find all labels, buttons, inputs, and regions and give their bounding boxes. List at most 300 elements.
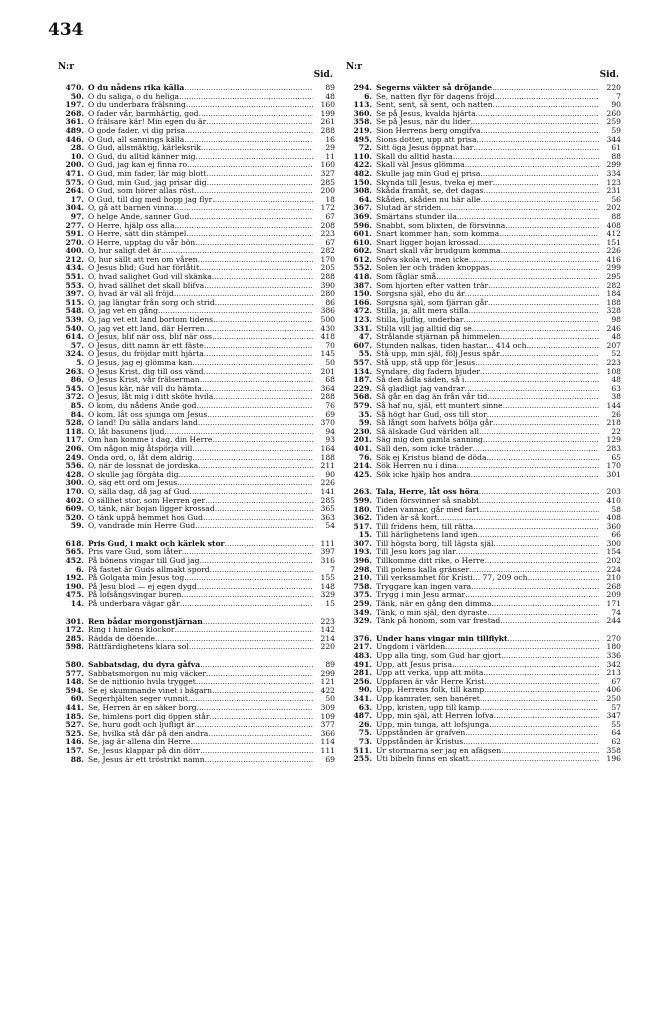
- hymn-title: Pris vare Gud, som låter: [88, 547, 182, 557]
- hymn-title: Pris Gud, i makt och kärlek stor: [88, 538, 225, 548]
- dot-leader: [507, 635, 599, 644]
- hymn-title: O Gud, allsmäktig, kärleksrik: [88, 143, 201, 153]
- dot-leader: [487, 454, 599, 463]
- dot-leader: [487, 609, 599, 618]
- page-ref: 180: [606, 642, 621, 652]
- dot-leader: [203, 618, 313, 627]
- hymn-title: Sorgsna själ, eho du är: [376, 289, 465, 299]
- hymn-number: 259.: [353, 599, 372, 609]
- hymn-title: Sabbatsmorgon nu mig väcker: [88, 668, 206, 678]
- hymn-number: 263.: [353, 487, 372, 497]
- dot-leader: [177, 479, 313, 488]
- hymn-number: 60.: [70, 694, 84, 704]
- hymn-title: Segerhjälten seger vunnit: [88, 694, 188, 704]
- page-ref: 65: [611, 452, 621, 462]
- index-column-right: [346, 60, 623, 773]
- page-ref: 144: [606, 400, 621, 410]
- dot-leader: [182, 548, 313, 557]
- hymn-number: 301.: [65, 616, 84, 626]
- dot-leader: [205, 497, 313, 506]
- hymn-title: Sion Herrens berg omgifva: [376, 125, 481, 135]
- hymn-number: 362.: [353, 513, 372, 523]
- page-ref: 54: [325, 521, 335, 531]
- hymn-title: Sök Herren nu i dina: [376, 461, 457, 471]
- hymn-number: 88.: [70, 754, 84, 764]
- dot-leader: [186, 230, 313, 239]
- dot-leader: [493, 179, 599, 188]
- hymn-title: Säll den, som icke träder: [376, 443, 473, 453]
- page-ref: 259: [606, 117, 621, 127]
- page-ref: 48: [611, 332, 621, 342]
- hymn-title: Solen ler och träden knoppas: [376, 263, 490, 273]
- page-ref: 55: [611, 719, 621, 729]
- hymn-number: 369.: [353, 211, 372, 221]
- dot-leader: [184, 84, 313, 93]
- dot-leader: [195, 239, 313, 248]
- hymn-title: O, när de lossnat de jordiska: [88, 461, 199, 471]
- hymn-title: Upp, Herrens folk, till kamp: [376, 685, 485, 695]
- hymn-number: 219.: [353, 125, 372, 135]
- hymn-number: 428.: [65, 469, 84, 479]
- page-ref: 300: [606, 538, 621, 548]
- page-ref: 7: [330, 564, 335, 574]
- hymn-title: På bönens vingar till Gud jag: [88, 556, 200, 566]
- hymn-title: O Gud, min Gud, jag prisar dig: [88, 177, 207, 187]
- dot-leader: [476, 110, 599, 119]
- hymn-entry: [346, 617, 623, 626]
- hymn-title: Rädda de döende: [88, 633, 156, 643]
- page-ref: 329: [320, 590, 335, 600]
- dot-leader: [181, 591, 313, 600]
- dot-leader: [199, 264, 313, 273]
- hymn-number: 599.: [353, 495, 372, 505]
- dot-leader: [500, 617, 599, 626]
- hymn-title: O sällhet stor, som Herren ger: [88, 495, 206, 505]
- page-ref: 50: [325, 358, 335, 367]
- hymn-title: Tiden är så kort: [376, 513, 438, 523]
- dot-leader: [215, 505, 313, 514]
- page-ref: 89: [325, 83, 335, 92]
- dot-leader: [200, 557, 314, 566]
- hymn-number: 47.: [358, 332, 372, 342]
- page-ref: 148: [320, 581, 335, 591]
- page-ref: 250: [606, 693, 621, 703]
- dot-leader: [212, 273, 313, 282]
- hymn-number: 329.: [353, 616, 372, 626]
- hymn-title: Se de nittionio hvila trygget: [88, 677, 196, 687]
- hymn-title: Sök ej Kristus bland de döda: [376, 452, 487, 462]
- page-ref: 88: [611, 211, 621, 221]
- dot-leader: [473, 144, 599, 153]
- index-section: [58, 661, 337, 764]
- page-ref: 231: [606, 186, 621, 196]
- hymn-number: 580.: [65, 660, 84, 669]
- page-ref: 397: [320, 547, 335, 557]
- hymn-number: 471.: [65, 168, 84, 178]
- hymn-number: 190.: [65, 581, 84, 591]
- hymn-title: Uppstånden är Kristus: [376, 736, 464, 746]
- dot-leader: [487, 411, 599, 420]
- hymn-title: Under hans vingar min tillflykt: [376, 633, 508, 643]
- hymn-number: 117.: [65, 435, 84, 445]
- hymn-number: 612.: [353, 254, 372, 264]
- hymn-title: Skåden, skåden nu här alle: [376, 194, 481, 204]
- hymn-number: 200.: [65, 160, 84, 170]
- page-ref: 114: [320, 737, 335, 747]
- hymn-number: 84.: [70, 409, 84, 419]
- hymn-title: O Jesus Krist, vår frälserman: [88, 375, 200, 385]
- index-section: [58, 540, 337, 609]
- page-ref: 88: [611, 151, 621, 161]
- page-ref: 280: [320, 289, 335, 299]
- dot-leader: [174, 626, 313, 635]
- dot-leader: [493, 101, 599, 110]
- hymn-title: O helge Ande, sanner Gud: [88, 211, 190, 221]
- hymn-title: Så går en dag än från vår tid: [376, 392, 488, 402]
- hymn-number: 148.: [65, 677, 84, 687]
- hymn-number: 193.: [353, 547, 372, 557]
- page-ref: 129: [606, 435, 621, 445]
- hymn-title: Upp kamrater, sen banéret: [376, 693, 480, 703]
- page-ref: 48: [325, 91, 335, 101]
- page-ref: 111: [320, 745, 335, 755]
- page-ref: 196: [606, 754, 621, 764]
- hymn-title: O Herre, hjälp oss alla: [88, 220, 175, 230]
- page-ref: 111: [320, 538, 335, 548]
- page-ref: 38: [611, 392, 621, 402]
- hymn-title: Om någon mig åtspörja vill: [88, 443, 193, 453]
- page-ref: 142: [320, 625, 335, 635]
- page-ref: 58: [611, 504, 621, 514]
- hymn-title: Så haf nu, själ, ett muntert sinne: [376, 400, 503, 410]
- hymn-title: O, låt basunens ljud: [88, 426, 165, 436]
- dot-leader: [527, 342, 599, 351]
- page-ref: 224: [606, 564, 621, 574]
- hymn-number: 308.: [353, 186, 372, 196]
- hymn-title: Skall väl Jesus glömma: [376, 160, 465, 170]
- hymn-number: 281.: [353, 668, 372, 678]
- page-ref: 86: [325, 297, 335, 307]
- hymn-title: Se, Jesus är ett tröstrikt namn: [88, 754, 205, 764]
- hymn-number: 214.: [353, 461, 372, 471]
- hymn-title: Så långt som hafvets bölja går: [376, 418, 493, 428]
- hymn-number: 249.: [65, 452, 84, 462]
- page-ref: 327: [320, 168, 335, 178]
- dot-leader: [189, 488, 313, 497]
- page-ref: 141: [320, 486, 335, 496]
- hymn-number: 268.: [65, 108, 84, 118]
- hymn-number: 50.: [70, 91, 84, 101]
- hymn-title: O Gud, min fader, lär mig blott: [88, 168, 207, 178]
- hymn-title: O Jesus, låt mig i ditt sköte hvila: [88, 392, 214, 402]
- hymn-title: Till härlighetens land igen: [376, 530, 478, 540]
- hymn-title: O Jesus, du fröjdar mitt hjärta: [88, 349, 204, 359]
- dot-leader: [207, 411, 313, 420]
- hymn-title: Som hjorten efter vatten trär: [376, 280, 489, 290]
- hymn-title: O du saliga, o du heliga: [88, 91, 180, 101]
- hymn-title: Tänk, o min själ, den dyraste: [376, 607, 488, 617]
- dot-leader: [468, 307, 599, 316]
- hymn-title: O, jag vet ett land, där Herren: [88, 323, 205, 333]
- dot-leader: [493, 419, 599, 428]
- hymn-number: 556.: [65, 461, 84, 471]
- page-ref: 94: [325, 426, 335, 436]
- hymn-title: Stå upp, min själ, följ Jesus spår: [376, 349, 500, 359]
- page-ref: 347: [606, 711, 621, 721]
- dot-leader: [501, 747, 599, 756]
- page-ref: 364: [320, 383, 335, 393]
- page-ref: 299: [606, 160, 621, 170]
- index-section: [58, 84, 337, 531]
- page-ref: 48: [611, 375, 621, 385]
- index-section: [346, 488, 623, 626]
- hymn-title: O land! Du sälla andars land: [88, 418, 198, 428]
- hymn-number: 434.: [65, 263, 84, 273]
- hymn-title: Upp, att Jesus prisa: [376, 659, 452, 669]
- page-ref: 62: [611, 736, 621, 746]
- dot-leader: [206, 118, 313, 127]
- hymn-number: 64.: [358, 194, 372, 204]
- dot-leader: [212, 436, 313, 445]
- hymn-title: Se, natten flyr för dagens fröjd: [376, 91, 495, 101]
- dot-leader: [487, 393, 599, 402]
- hymn-number: 511.: [353, 745, 372, 755]
- hymn-number: 118.: [65, 426, 84, 436]
- dot-leader: [479, 488, 599, 497]
- hymn-title: Till fridens hem, till rätta: [376, 521, 474, 531]
- hymn-entry: [58, 522, 337, 531]
- page-ref: 59: [611, 125, 621, 135]
- page-ref: 223: [320, 616, 335, 626]
- hymn-number: 341.: [353, 693, 372, 703]
- page-ref: 301: [606, 469, 621, 479]
- page-ref: 67: [611, 676, 621, 686]
- dot-leader: [489, 721, 599, 730]
- hymn-number: 387.: [353, 280, 372, 290]
- hymn-number: 263.: [65, 366, 84, 376]
- page-ref: 268: [606, 581, 621, 591]
- hymn-number: 607.: [353, 340, 372, 350]
- page-ref: 210: [606, 573, 621, 583]
- hymn-number: 551.: [65, 272, 84, 282]
- page-ref: 199: [320, 108, 335, 118]
- hymn-number: 349.: [353, 607, 372, 617]
- page-ref: 11: [325, 151, 335, 161]
- page-ref: 22: [611, 426, 621, 436]
- page-ref: 188: [320, 452, 335, 462]
- dot-leader: [194, 187, 313, 196]
- dot-leader: [188, 695, 313, 704]
- hymn-number: 170.: [65, 486, 84, 496]
- hymn-number: 609.: [65, 504, 84, 514]
- hymn-title: O Gud, jag kan ej finna ro: [88, 160, 188, 170]
- index-section: [346, 635, 623, 764]
- hymn-number: 192.: [65, 573, 84, 583]
- page-ref: 208: [320, 220, 335, 230]
- hymn-number: 55.: [358, 349, 372, 359]
- page-ref: 26: [611, 409, 621, 419]
- hymn-number: 575.: [65, 177, 84, 187]
- dot-leader: [189, 213, 313, 222]
- hymn-number: 553.: [65, 280, 84, 290]
- hymn-number: 487.: [353, 711, 372, 721]
- page-ref: 121: [320, 677, 335, 687]
- hymn-title: På Golgata min Jesus tog: [88, 573, 185, 583]
- hymn-title: Snart ligger bojan krossad: [376, 237, 479, 247]
- hymn-title: Snabbt, som blixten, de försvinna: [376, 220, 506, 230]
- hymn-number: 418.: [353, 272, 372, 282]
- page-ref: 270: [606, 633, 621, 643]
- page-ref: 170: [320, 254, 335, 264]
- page-ref: 214: [320, 633, 335, 643]
- dot-leader: [479, 497, 599, 506]
- page-ref: 500: [320, 315, 335, 325]
- dot-leader: [488, 299, 599, 308]
- hymn-number: 10.: [70, 151, 84, 161]
- dot-leader: [208, 730, 313, 739]
- hymn-title: Sorgsna själ, som fjärran går: [376, 297, 488, 307]
- dot-leader: [213, 393, 313, 402]
- hymn-title: O, hur saligt det är: [88, 246, 162, 256]
- dot-leader: [212, 196, 313, 205]
- hymn-number: 361.: [65, 117, 84, 127]
- hymn-number: 150.: [353, 177, 372, 187]
- page-ref: 261: [320, 117, 335, 127]
- hymn-title: Tiden vannar, går med fart: [376, 504, 480, 514]
- dot-leader: [505, 222, 599, 231]
- hymn-title: O, jag längtar från sorg och strid: [88, 297, 215, 307]
- page-ref: 386: [320, 306, 335, 316]
- hymn-entry: [58, 600, 337, 609]
- dot-leader: [184, 574, 313, 583]
- dot-leader: [464, 316, 599, 325]
- hymn-title: Skulle jag min Gud ej prisa: [376, 168, 481, 178]
- hymn-number: 358.: [353, 117, 372, 127]
- hymn-number: 59.: [70, 521, 84, 531]
- hymn-number: 527.: [65, 720, 84, 730]
- hymn-number: 217.: [353, 642, 372, 652]
- hymn-title: Segerns väkter så dröjande: [376, 83, 493, 92]
- dot-leader: [179, 93, 313, 102]
- page-ref: 74: [611, 607, 621, 617]
- hymn-title: Så älskade Gud världen all: [376, 426, 480, 436]
- hymn-title: Skall du alltid hasta: [376, 151, 453, 161]
- page-ref: 209: [606, 590, 621, 600]
- hymn-title: Skåda framåt, se, det dagas: [376, 186, 484, 196]
- hymn-title: Ren bådar morgonstjärnan: [88, 616, 203, 626]
- dot-leader: [215, 299, 313, 308]
- hymn-number: 598.: [65, 642, 84, 652]
- page-ref: 285: [320, 495, 335, 505]
- hymn-number: 294.: [353, 83, 372, 92]
- index-section: [346, 84, 623, 479]
- hymn-number: 565.: [65, 547, 84, 557]
- page-ref: 164: [320, 443, 335, 453]
- dot-leader: [200, 376, 313, 385]
- page-ref: 151: [606, 237, 621, 247]
- hymn-title: Se, Herren är en säker borg: [88, 702, 197, 712]
- hymn-title: Tillkomme ditt rike, o Herre: [376, 556, 485, 566]
- dot-leader: [204, 342, 313, 351]
- dot-leader: [205, 325, 313, 334]
- hymn-title: O kom, du nådens Ande god: [88, 400, 197, 410]
- page-ref: 57: [611, 702, 621, 712]
- dot-leader: [200, 661, 313, 670]
- hymn-number: 610.: [353, 237, 372, 247]
- hymn-number: 489.: [65, 125, 84, 135]
- page-ref: 207: [606, 340, 621, 350]
- hymn-number: 475.: [65, 590, 84, 600]
- page-ref: 16: [325, 134, 335, 144]
- hymn-number: 324.: [65, 349, 84, 359]
- hymn-title: Stilla, ljuflig, underbar: [376, 315, 464, 325]
- hymn-title: Till polens kalla gränser: [376, 564, 470, 574]
- hymn-title: O, hur sällt att ren om våren: [88, 254, 198, 264]
- page-ref: 7: [616, 91, 621, 101]
- hymn-title: Se, jag är allena din Herre: [88, 737, 191, 747]
- dot-leader: [471, 471, 599, 480]
- hymn-number: 14.: [70, 599, 84, 609]
- hymn-title: Se, himlens port dig öppen står: [88, 711, 210, 721]
- page-ref: 172: [320, 203, 335, 213]
- dot-leader: [483, 669, 599, 678]
- dot-leader: [479, 428, 599, 437]
- page-ref: 422: [320, 685, 335, 695]
- column-header: [58, 60, 337, 84]
- page-ref: 377: [320, 720, 335, 730]
- dot-leader: [197, 704, 313, 713]
- dot-leader: [212, 333, 313, 342]
- page-ref: 109: [320, 711, 335, 721]
- hymn-number: 264.: [65, 186, 84, 196]
- hymn-number: 110.: [353, 151, 372, 161]
- hymn-number: 401.: [353, 443, 372, 453]
- hymn-title: På underbara vägar går: [88, 599, 180, 609]
- hymn-title: Uppfaren är vår Herre Krist: [376, 676, 485, 686]
- hymn-title: Se, Jesus klappar på din dörr: [88, 745, 201, 755]
- dot-leader: [479, 506, 599, 515]
- hymn-number: 146.: [65, 737, 84, 747]
- dot-leader: [174, 204, 313, 213]
- hymn-title: O Jesus kär, när vill du hämta: [88, 383, 202, 393]
- hymn-title: O, hvad salighet Gud vill skänka: [88, 272, 212, 282]
- hymn-title: Så högt har Gud, oss till stor: [376, 409, 487, 419]
- dot-leader: [186, 101, 313, 110]
- hymn-title: Slutad är striden: [376, 203, 442, 213]
- hymn-number: 367.: [353, 203, 372, 213]
- dot-leader: [213, 316, 313, 325]
- page-ref: 69: [325, 754, 335, 764]
- page-ref: 358: [606, 745, 621, 755]
- hymn-title: Syndare, dig fadern bjuder: [376, 366, 481, 376]
- hymn-title: O Jesus blid; Gud har förlåtit: [88, 263, 200, 273]
- hymn-title: O Herre, upptag du vår bön: [88, 237, 196, 247]
- hymn-number: 400.: [65, 246, 84, 256]
- page-ref: 98: [611, 315, 621, 325]
- page-ref: 288: [320, 272, 335, 282]
- page-ref: 90: [325, 469, 335, 479]
- hymn-number: 422.: [353, 160, 372, 170]
- dot-leader: [491, 600, 599, 609]
- hymn-title: O, hvad är väl all fröjd: [88, 289, 174, 299]
- dot-leader: [192, 454, 313, 463]
- dot-leader: [185, 127, 313, 136]
- hymn-title: På Jesu blod — ej egen dygd: [88, 581, 197, 591]
- hymn-title: Rättfärdighetens klara sol: [88, 642, 189, 652]
- hymn-number: 304.: [65, 203, 84, 213]
- page-ref: 328: [606, 306, 621, 316]
- hymn-title: Upp alla ting, som Gud har gjort: [376, 651, 502, 660]
